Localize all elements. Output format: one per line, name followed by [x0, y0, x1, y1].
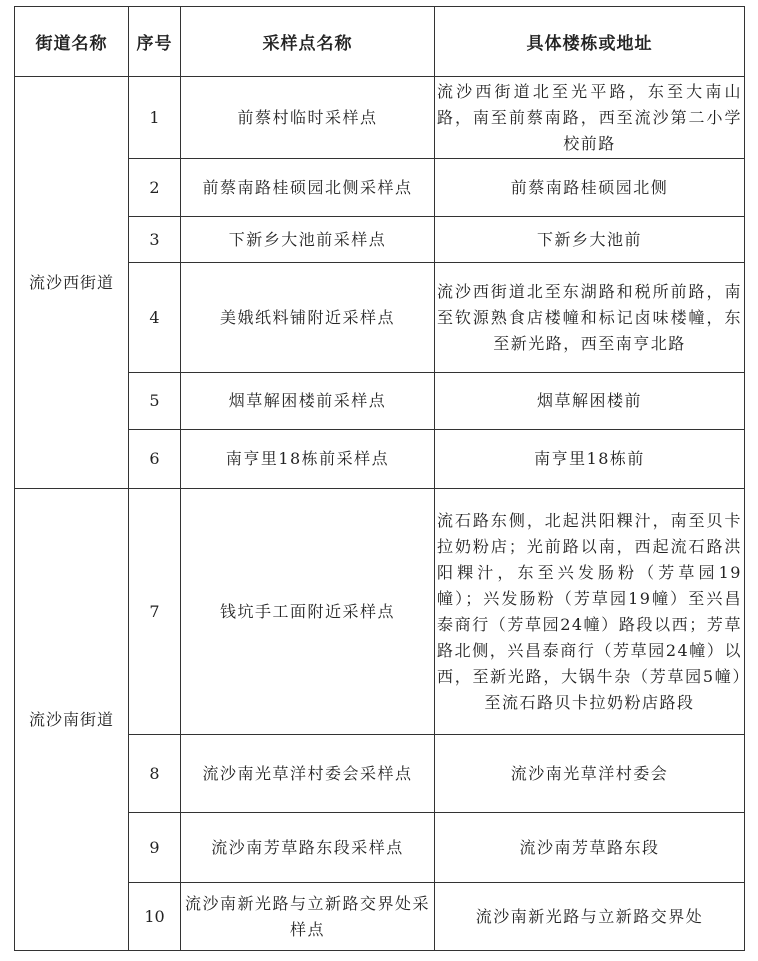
site-address: 流石路东侧，北起洪阳粿汁，南至贝卡拉奶粉店；光前路以南，西起流石路洪阳粿汁，东至兴发肠粉（芳草园19幢）；兴发肠粉（芳草园19幢）至兴昌泰商行（芳草园24幢）路段以西；芳草路北侧，兴昌泰商行（芳草园24幢）以西，至新光路，大锅牛杂（芳草园5幢）至流石路贝卡拉奶粉店路段 [435, 489, 745, 735]
site-address: 下新乡大池前 [435, 217, 745, 263]
row-number: 8 [129, 735, 181, 813]
header-street: 街道名称 [15, 7, 129, 77]
header-address: 具体楼栋或地址 [435, 7, 745, 77]
site-address: 流沙西街道北至东湖路和税所前路，南至钦源熟食店楼幢和标记卤味楼幢，东至新光路，西至南亨北路 [435, 263, 745, 373]
site-name: 前蔡南路桂硕园北侧采样点 [181, 159, 435, 217]
site-name: 流沙南芳草路东段采样点 [181, 813, 435, 883]
header-site-name: 采样点名称 [181, 7, 435, 77]
site-name: 前蔡村临时采样点 [181, 77, 435, 159]
street-cell: 流沙南街道 [15, 489, 129, 951]
site-name: 流沙南光草洋村委会采样点 [181, 735, 435, 813]
row-number: 3 [129, 217, 181, 263]
row-number: 6 [129, 430, 181, 489]
site-name: 下新乡大池前采样点 [181, 217, 435, 263]
row-number: 9 [129, 813, 181, 883]
site-address: 流沙南芳草路东段 [435, 813, 745, 883]
row-number: 7 [129, 489, 181, 735]
header-number: 序号 [129, 7, 181, 77]
row-number: 1 [129, 77, 181, 159]
table-row [15, 77, 745, 159]
row-number: 5 [129, 373, 181, 430]
row-number: 10 [129, 883, 181, 951]
site-address: 流沙西街道北至光平路，东至大南山路，南至前蔡南路，西至流沙第二小学校前路 [435, 77, 745, 159]
site-name: 烟草解困楼前采样点 [181, 373, 435, 430]
site-address: 流沙南光草洋村委会 [435, 735, 745, 813]
table-row [15, 489, 745, 735]
table-header-row [15, 7, 745, 77]
site-address: 前蔡南路桂硕园北侧 [435, 159, 745, 217]
row-number: 2 [129, 159, 181, 217]
site-name: 美娥纸料铺附近采样点 [181, 263, 435, 373]
site-name: 南亨里18栋前采样点 [181, 430, 435, 489]
site-address: 流沙南新光路与立新路交界处 [435, 883, 745, 951]
table-container [14, 6, 745, 951]
row-number: 4 [129, 263, 181, 373]
sampling-points-table [14, 6, 745, 951]
site-name: 流沙南新光路与立新路交界处采样点 [181, 883, 435, 951]
site-name: 钱坑手工面附近采样点 [181, 489, 435, 735]
site-address: 南亨里18栋前 [435, 430, 745, 489]
site-address: 烟草解困楼前 [435, 373, 745, 430]
street-cell: 流沙西街道 [15, 77, 129, 489]
